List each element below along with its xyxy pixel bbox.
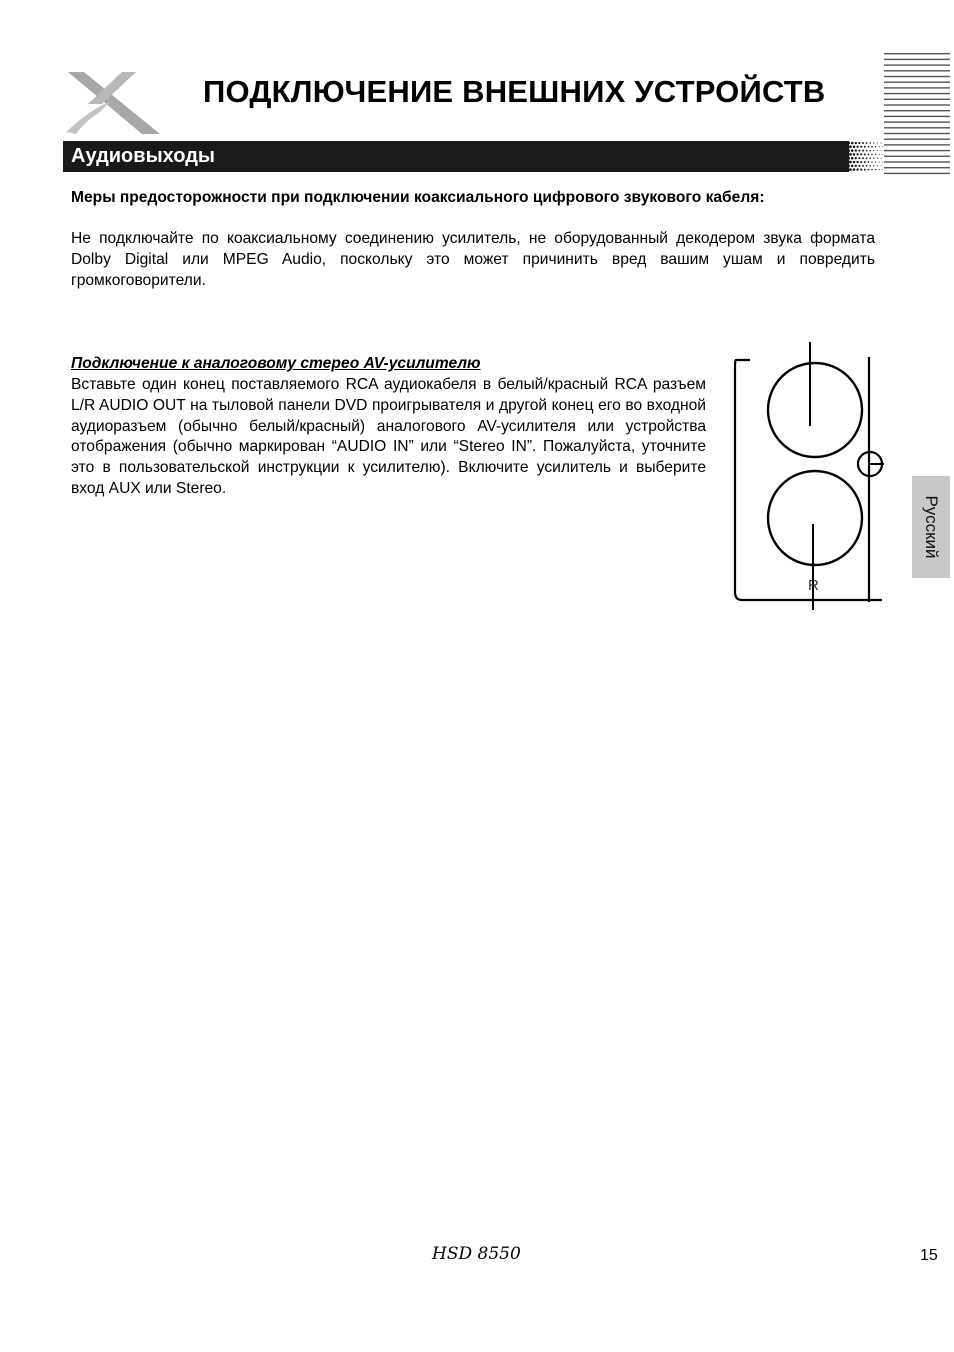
- dot-pattern-decoration: [843, 141, 883, 172]
- language-tab: [912, 476, 950, 578]
- rca-jack-top: [768, 363, 862, 457]
- decorative-stripes: [884, 53, 950, 179]
- section-header-bar: [63, 141, 883, 172]
- page-number: 15: [920, 1247, 938, 1264]
- diagram-label-r: R: [808, 577, 819, 594]
- page-title: ПОДКЛЮЧЕНИЕ ВНЕШНИХ УСТРОЙСТВ: [203, 74, 826, 109]
- language-label: Русский: [922, 495, 941, 559]
- rca-connector-diagram: [728, 338, 888, 610]
- x-logo-icon: [62, 68, 162, 138]
- analog-connection-body: Вставьте один конец поставляемого RCA аудиокабеля в белый/красный RCA разъем L/R AUDIO OUT на тыловой панели DVD проигрывателя и другой конец его во входной аудиоразъем (обычно белый/красный) аналогового AV-усилителя или устройства отображения (обычно маркирован “AUDIO IN” или “Stereo IN”. Пожалуйста, уточните это в пользовательской инструкции к усилителю). Включите усилитель и выберите вход AUX или Stereo.: [71, 376, 706, 497]
- warning-heading: Меры предосторожности при подключении коаксиального цифрового звукового кабеля:: [71, 189, 765, 206]
- warning-body: Не подключайте по коаксиальному соединению усилитель, не оборудованный декодером звука формата Dolby Digital или MPEG Audio, поскольку это может причинить вред вашим ушам и повредить громкоговорители.: [71, 230, 875, 289]
- analog-connection-heading: Подключение к аналоговому стерео AV-усилителю: [71, 355, 481, 372]
- footer-model-name: HSD 8550: [432, 1244, 521, 1264]
- section-title: Аудиовыходы: [71, 145, 216, 167]
- rca-jack-bottom: [768, 471, 862, 565]
